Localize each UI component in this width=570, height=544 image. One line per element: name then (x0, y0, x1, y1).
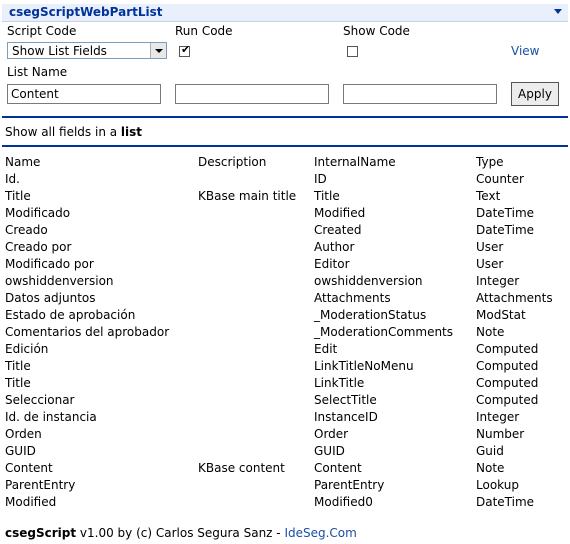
footer-text: v1.00 by (c) Carlos Segura Sanz - (76, 526, 285, 540)
cell-type: Computed (476, 359, 539, 373)
cell-name: Modificado (5, 206, 71, 220)
cell-internalname: Modified (314, 206, 366, 220)
cell-name: ParentEntry (5, 478, 76, 492)
cell-name: Orden (5, 427, 42, 441)
parameter-2-input[interactable] (175, 84, 329, 104)
table-row (5, 308, 566, 325)
cell-internalname: Editor (314, 257, 350, 271)
table-row (5, 444, 566, 461)
cell-type: Note (476, 461, 505, 475)
cell-name: Datos adjuntos (5, 291, 96, 305)
view-link[interactable]: View (511, 44, 540, 58)
cell-type: DateTime (476, 206, 535, 220)
cell-description (198, 478, 314, 495)
cell-internalname: GUID (314, 444, 345, 458)
cell-name: owshiddenversion (5, 274, 114, 288)
table-row (5, 461, 566, 478)
cell-type: Number (476, 427, 525, 441)
cell-description (198, 376, 314, 393)
cell-description (198, 223, 314, 240)
cell-name: Id. (5, 172, 20, 186)
cell-type: Integer (476, 410, 520, 424)
cell-description (198, 206, 314, 223)
cell-description (198, 308, 314, 325)
subtitle-prefix: Show all fields in a (5, 125, 121, 139)
cell-internalname: InstanceID (314, 410, 378, 424)
subtitle-bold: list (120, 125, 143, 139)
table-row (5, 393, 566, 410)
table-row (5, 189, 566, 206)
cell-internalname: LinkTitleNoMenu (314, 359, 414, 373)
table-header-row (5, 155, 566, 172)
cell-internalname: _ModerationComments (314, 325, 454, 339)
cell-name: Modificado por (5, 257, 94, 271)
cell-name: Estado de aprobación (5, 308, 136, 322)
cell-internalname: Title (314, 189, 340, 203)
table-row (5, 240, 566, 257)
parameter-3-input[interactable] (343, 84, 497, 104)
script-code-label: Script Code (7, 24, 77, 38)
table-row (5, 427, 566, 444)
column-header-name: Name (5, 155, 41, 169)
cell-internalname: Author (314, 240, 355, 254)
script-code-select[interactable] (7, 42, 167, 59)
cell-internalname: ID (314, 172, 327, 186)
show-code-label: Show Code (343, 24, 410, 38)
table-row (5, 274, 566, 291)
webpart-title: csegScriptWebPartList (9, 5, 163, 19)
webpart-menu-arrow-icon[interactable] (554, 9, 562, 14)
cell-internalname: LinkTitle (314, 376, 365, 390)
list-name-label: List Name (7, 65, 68, 79)
cell-name: Id. de instancia (5, 410, 97, 424)
cell-type: ModStat (476, 308, 526, 322)
list-name-input[interactable] (7, 84, 161, 104)
cell-description (198, 240, 314, 257)
column-header-type: Type (476, 155, 504, 169)
cell-name: Title (5, 359, 31, 373)
cell-name: Edición (5, 342, 49, 356)
cell-description: KBase main title (198, 189, 297, 203)
cell-description (198, 274, 314, 291)
table-row (5, 376, 566, 393)
fields-table (5, 155, 566, 512)
cell-name: Creado (5, 223, 48, 237)
cell-name: Content (5, 461, 53, 475)
cell-name: Modified (5, 495, 57, 509)
column-header-internalname: InternalName (314, 155, 396, 169)
cell-internalname: _ModerationStatus (314, 308, 427, 322)
cell-description (198, 291, 314, 308)
column-header-description: Description (198, 155, 267, 169)
table-row (5, 223, 566, 240)
divider-top (2, 116, 568, 118)
cell-type: Computed (476, 393, 539, 407)
cell-internalname: Content (314, 461, 362, 475)
cell-internalname: ParentEntry (314, 478, 385, 492)
cell-type: User (476, 257, 504, 271)
run-code-checkbox[interactable] (179, 43, 191, 57)
cell-description (198, 410, 314, 427)
cell-type: Lookup (476, 478, 519, 492)
cell-type: DateTime (476, 495, 535, 509)
cell-type: Text (476, 189, 501, 203)
apply-button[interactable]: Apply (511, 82, 559, 106)
cell-description (198, 393, 314, 410)
footer (5, 526, 357, 540)
cell-description: KBase content (198, 461, 285, 475)
table-row (5, 478, 566, 495)
cell-name: Title (5, 376, 31, 390)
table-row (5, 342, 566, 359)
cell-name: Seleccionar (5, 393, 75, 407)
table-row (5, 359, 566, 376)
table-row (5, 206, 566, 223)
cell-internalname: Created (314, 223, 362, 237)
cell-name: Comentarios del aprobador (5, 325, 170, 339)
table-row (5, 257, 566, 274)
result-subtitle (5, 125, 142, 139)
cell-type: Guid (476, 444, 504, 458)
table-row (5, 325, 566, 342)
table-row (5, 291, 566, 308)
cell-internalname: owshiddenversion (314, 274, 423, 288)
cell-description (198, 325, 314, 342)
table-row (5, 172, 566, 189)
dropdown-arrow-icon[interactable] (150, 43, 166, 58)
cell-internalname: Order (314, 427, 349, 441)
cell-internalname: Attachments (314, 291, 391, 305)
cell-name: Creado por (5, 240, 72, 254)
table-row (5, 495, 566, 512)
cell-description (198, 257, 314, 274)
cell-internalname: Modified0 (314, 495, 373, 509)
cell-type: Attachments (476, 291, 553, 305)
cell-description (198, 359, 314, 376)
cell-type: Note (476, 325, 505, 339)
footer-link[interactable]: IdeSeg.Com (284, 526, 357, 540)
cell-description (198, 495, 314, 512)
cell-description (198, 172, 314, 189)
table-row (5, 410, 566, 427)
cell-description (198, 427, 314, 444)
cell-type: Computed (476, 342, 539, 356)
divider-results (2, 145, 568, 147)
cell-type: DateTime (476, 223, 535, 237)
cell-type: Counter (476, 172, 524, 186)
script-code-selected-value: Show List Fields (12, 44, 107, 58)
cell-type: Integer (476, 274, 520, 288)
cell-internalname: Edit (314, 342, 338, 356)
checkmark-icon: ✔ (181, 43, 191, 56)
cell-name: Title (5, 189, 31, 203)
cell-description (198, 444, 314, 461)
cell-name: GUID (5, 444, 36, 458)
cell-internalname: SelectTitle (314, 393, 377, 407)
footer-brand: csegScript (5, 526, 77, 540)
cell-type: User (476, 240, 504, 254)
cell-description (198, 342, 314, 359)
run-code-label: Run Code (175, 24, 233, 38)
show-code-checkbox[interactable] (347, 46, 358, 57)
webpart-title-bar (2, 4, 568, 22)
cell-type: Computed (476, 376, 539, 390)
